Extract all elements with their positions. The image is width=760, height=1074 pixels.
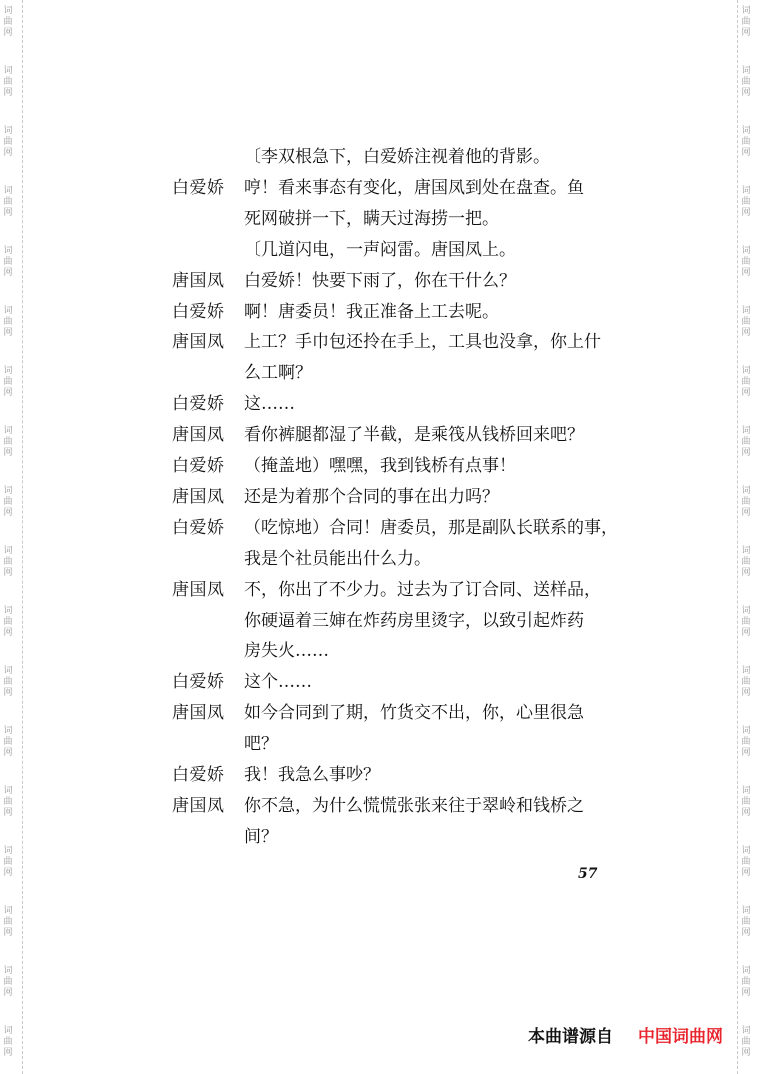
watermark-text: 词曲网 [3,366,13,398]
script-line [0,142,760,172]
dialogue-text: （吃惊地）合同！唐委员，那是副队长联系的事， [244,517,618,538]
watermark-text: 词曲网 [741,306,751,338]
speaker-name: 唐国凤 [172,486,225,507]
script-line [0,544,760,574]
script-line [0,451,760,481]
watermark-text: 词曲网 [741,66,751,98]
script-line [0,822,760,852]
dialogue-text: 么工啊？ [244,363,312,384]
script-line [0,575,760,605]
watermark-text: 词曲网 [3,306,13,338]
dialogue-text: 〔李双根急下，白爱娇注视着他的背影。 [244,147,550,167]
dialogue-text: 不，你出了不少力。过去为了订合同、送样品， [244,579,601,600]
dialogue-text: 这…… [244,394,295,415]
watermark-text: 词曲网 [3,186,13,218]
dialogue-text: 我！我急么事吵？ [244,765,380,785]
watermark-text: 词曲网 [3,906,13,938]
script-line [0,729,760,759]
dialogue-text: 白爱娇！快要下雨了，你在干什么？ [244,270,516,291]
dialogue-text: 你不急，为什么慌慌张张来往于翠岭和钱桥之 [244,795,584,816]
watermark-text: 词曲网 [741,666,751,698]
dialogue-text: 房失火…… [244,641,329,662]
watermark-text: 词曲网 [741,786,751,818]
speaker-name: 唐国凤 [172,579,225,600]
speaker-name: 白爱娇 [172,394,225,415]
speaker-name: 唐国凤 [172,425,225,446]
dialogue-text: 间？ [244,826,278,847]
speaker-name: 白爱娇 [172,672,225,693]
script-line [0,606,760,636]
dialogue-text: 哼！看来事态有变化，唐国凤到处在盘查。鱼 [244,177,584,198]
dialogue-text: （掩盖地）嘿嘿，我到钱桥有点事！ [244,456,516,476]
speaker-name: 唐国凤 [172,703,225,724]
footer-site-link[interactable]: 中国词曲网 [638,1027,723,1047]
script-line [0,266,760,296]
watermark-text: 词曲网 [741,906,751,938]
dialogue-text: 上工？手巾包还拎在手上，工具也没拿，你上什 [244,332,601,353]
watermark-text: 词曲网 [3,486,13,518]
watermark-text: 词曲网 [741,186,751,218]
watermark-text: 词曲网 [3,726,13,758]
watermark-text: 词曲网 [3,606,13,638]
script-line [0,327,760,357]
watermark-text: 词曲网 [3,1026,13,1058]
watermark-text: 词曲网 [3,126,13,158]
watermark-text: 词曲网 [3,546,13,578]
watermark-text: 词曲网 [741,1026,751,1058]
script-line [0,173,760,203]
watermark-text: 词曲网 [741,426,751,458]
watermark-text: 词曲网 [3,846,13,878]
watermark-text: 词曲网 [741,126,751,158]
footer-source-label: 本曲谱源自 [528,1027,613,1047]
script-line [0,358,760,388]
speaker-name: 白爱娇 [172,765,225,785]
dialogue-text: 吧？ [244,734,278,755]
script-line [0,636,760,666]
watermark-text: 词曲网 [741,6,751,38]
watermark-text: 词曲网 [3,966,13,998]
speaker-name: 白爱娇 [172,177,225,198]
script-line [0,760,760,790]
script-line [0,791,760,821]
speaker-name: 唐国凤 [172,332,225,353]
script-line [0,667,760,697]
page-number: 57 [578,866,598,882]
watermark-text: 词曲网 [3,426,13,458]
script-line [0,482,760,512]
watermark-text: 词曲网 [3,6,13,38]
watermark-text: 词曲网 [741,486,751,518]
watermark-text: 词曲网 [741,846,751,878]
watermark-text: 词曲网 [741,366,751,398]
watermark-text: 词曲网 [3,246,13,278]
dialogue-text: 你硬逼着三婶在炸药房里烫字，以致引起炸药 [244,610,584,631]
speaker-name: 白爱娇 [172,517,225,538]
speaker-name: 唐国凤 [172,270,225,291]
script-line [0,420,760,450]
speaker-name: 白爱娇 [172,456,225,476]
watermark-text: 词曲网 [741,546,751,578]
dialogue-text: 这个…… [244,672,312,693]
watermark-text: 词曲网 [741,246,751,278]
script-line [0,235,760,265]
watermark-text: 词曲网 [3,786,13,818]
watermark-text: 词曲网 [3,666,13,698]
dialogue-text: 还是为着那个合同的事在出力吗？ [244,486,499,507]
script-line [0,698,760,728]
watermark-text: 词曲网 [741,726,751,758]
dialogue-text: 啊！唐委员！我正准备上工去呢。 [244,301,499,322]
dialogue-text: 看你裤腿都湿了半截，是乘筏从钱桥回来吧？ [244,425,584,446]
dialogue-text: 我是个社员能出什么力。 [244,548,431,569]
speaker-name: 白爱娇 [172,301,225,322]
dialogue-text: 如今合同到了期，竹货交不出，你，心里很急 [244,703,584,724]
script-line [0,389,760,419]
speaker-name: 唐国凤 [172,795,225,816]
dialogue-text: 死网破拼一下，瞒天过海捞一把。 [244,208,499,229]
watermark-text: 词曲网 [741,966,751,998]
script-line [0,204,760,234]
dialogue-text: 〔几道闪电，一声闷雷。唐国凤上。 [244,239,516,260]
script-line [0,513,760,543]
watermark-text: 词曲网 [741,606,751,638]
watermark-text: 词曲网 [3,66,13,98]
script-line [0,297,760,327]
